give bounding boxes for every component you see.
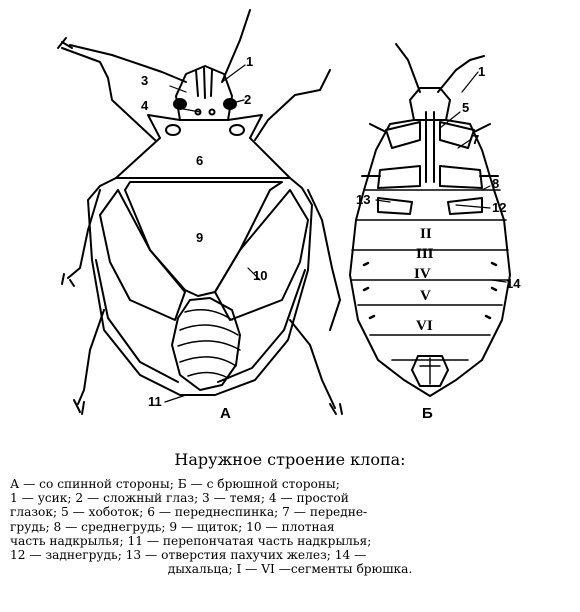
label-14: 14 <box>506 276 521 291</box>
label-8: 8 <box>492 176 500 191</box>
hemelytron-left <box>100 190 185 320</box>
antenna-left <box>70 45 186 82</box>
legend-line: 1 — усик; 2 — сложный глаз; 3 — темя; 4 — простой <box>10 491 349 506</box>
label-5: 5 <box>462 100 470 115</box>
label-9: 9 <box>196 230 204 245</box>
view-label-b: Б <box>422 405 433 422</box>
ocellus-right <box>210 110 215 115</box>
pronotum <box>116 115 290 178</box>
label-1-ventral: 1 <box>478 64 486 79</box>
midleg-right <box>308 190 340 330</box>
legend-line: глазок; 5 — хоботок; 6 — переднеспинка; 7 — передне- <box>10 505 368 520</box>
legend-line: 12 — заднегрудь; 13 — отверстия пахучих желез; 14 — <box>10 548 367 563</box>
label-12: 12 <box>492 200 507 215</box>
segment-label-2: II <box>420 226 432 242</box>
segment-label-6: VI <box>416 318 433 334</box>
dorsal-view <box>58 10 342 414</box>
label-4: 4 <box>141 98 149 113</box>
body-outline <box>88 178 312 395</box>
legend-line: дыхальца; I — VI —сегменты брюшка. <box>167 562 413 577</box>
label-13: 13 <box>356 192 371 207</box>
caption-legend <box>10 477 570 576</box>
label-11: 11 <box>148 394 162 409</box>
caption-title: Наружное строение клопа: <box>174 450 406 469</box>
label-6: 6 <box>196 153 204 168</box>
label-1-dorsal: 1 <box>246 54 254 69</box>
legend-line: А — со спинной стороны; Б — с брюшной стороны; <box>10 477 340 491</box>
foreleg-left <box>62 48 155 140</box>
legend-line: часть надкрылья; 11 — перепончатая часть надкрылья; <box>10 533 372 548</box>
antenna-ventral-left <box>396 44 420 92</box>
hindleg-left <box>78 310 104 404</box>
head-ventral <box>410 88 450 120</box>
compound-eye-left <box>174 99 186 109</box>
ventral-view <box>350 44 510 396</box>
legend-line: грудь; 8 — среднегрудь; 9 — щиток; 10 — плотная <box>10 519 335 534</box>
label-10: 10 <box>253 268 268 283</box>
rostrum <box>426 112 434 182</box>
segment-label-4: IV <box>414 266 431 282</box>
segment-label-5: V <box>420 288 431 304</box>
figure-caption <box>0 450 580 576</box>
label-7: 7 <box>472 132 480 147</box>
view-label-a: А <box>220 405 231 422</box>
midleg-left <box>68 190 100 278</box>
label-2: 2 <box>244 92 252 107</box>
hindleg-right <box>290 320 335 408</box>
label-3: 3 <box>141 73 149 88</box>
segment-label-3: III <box>416 246 434 262</box>
foreleg-right <box>255 70 330 140</box>
